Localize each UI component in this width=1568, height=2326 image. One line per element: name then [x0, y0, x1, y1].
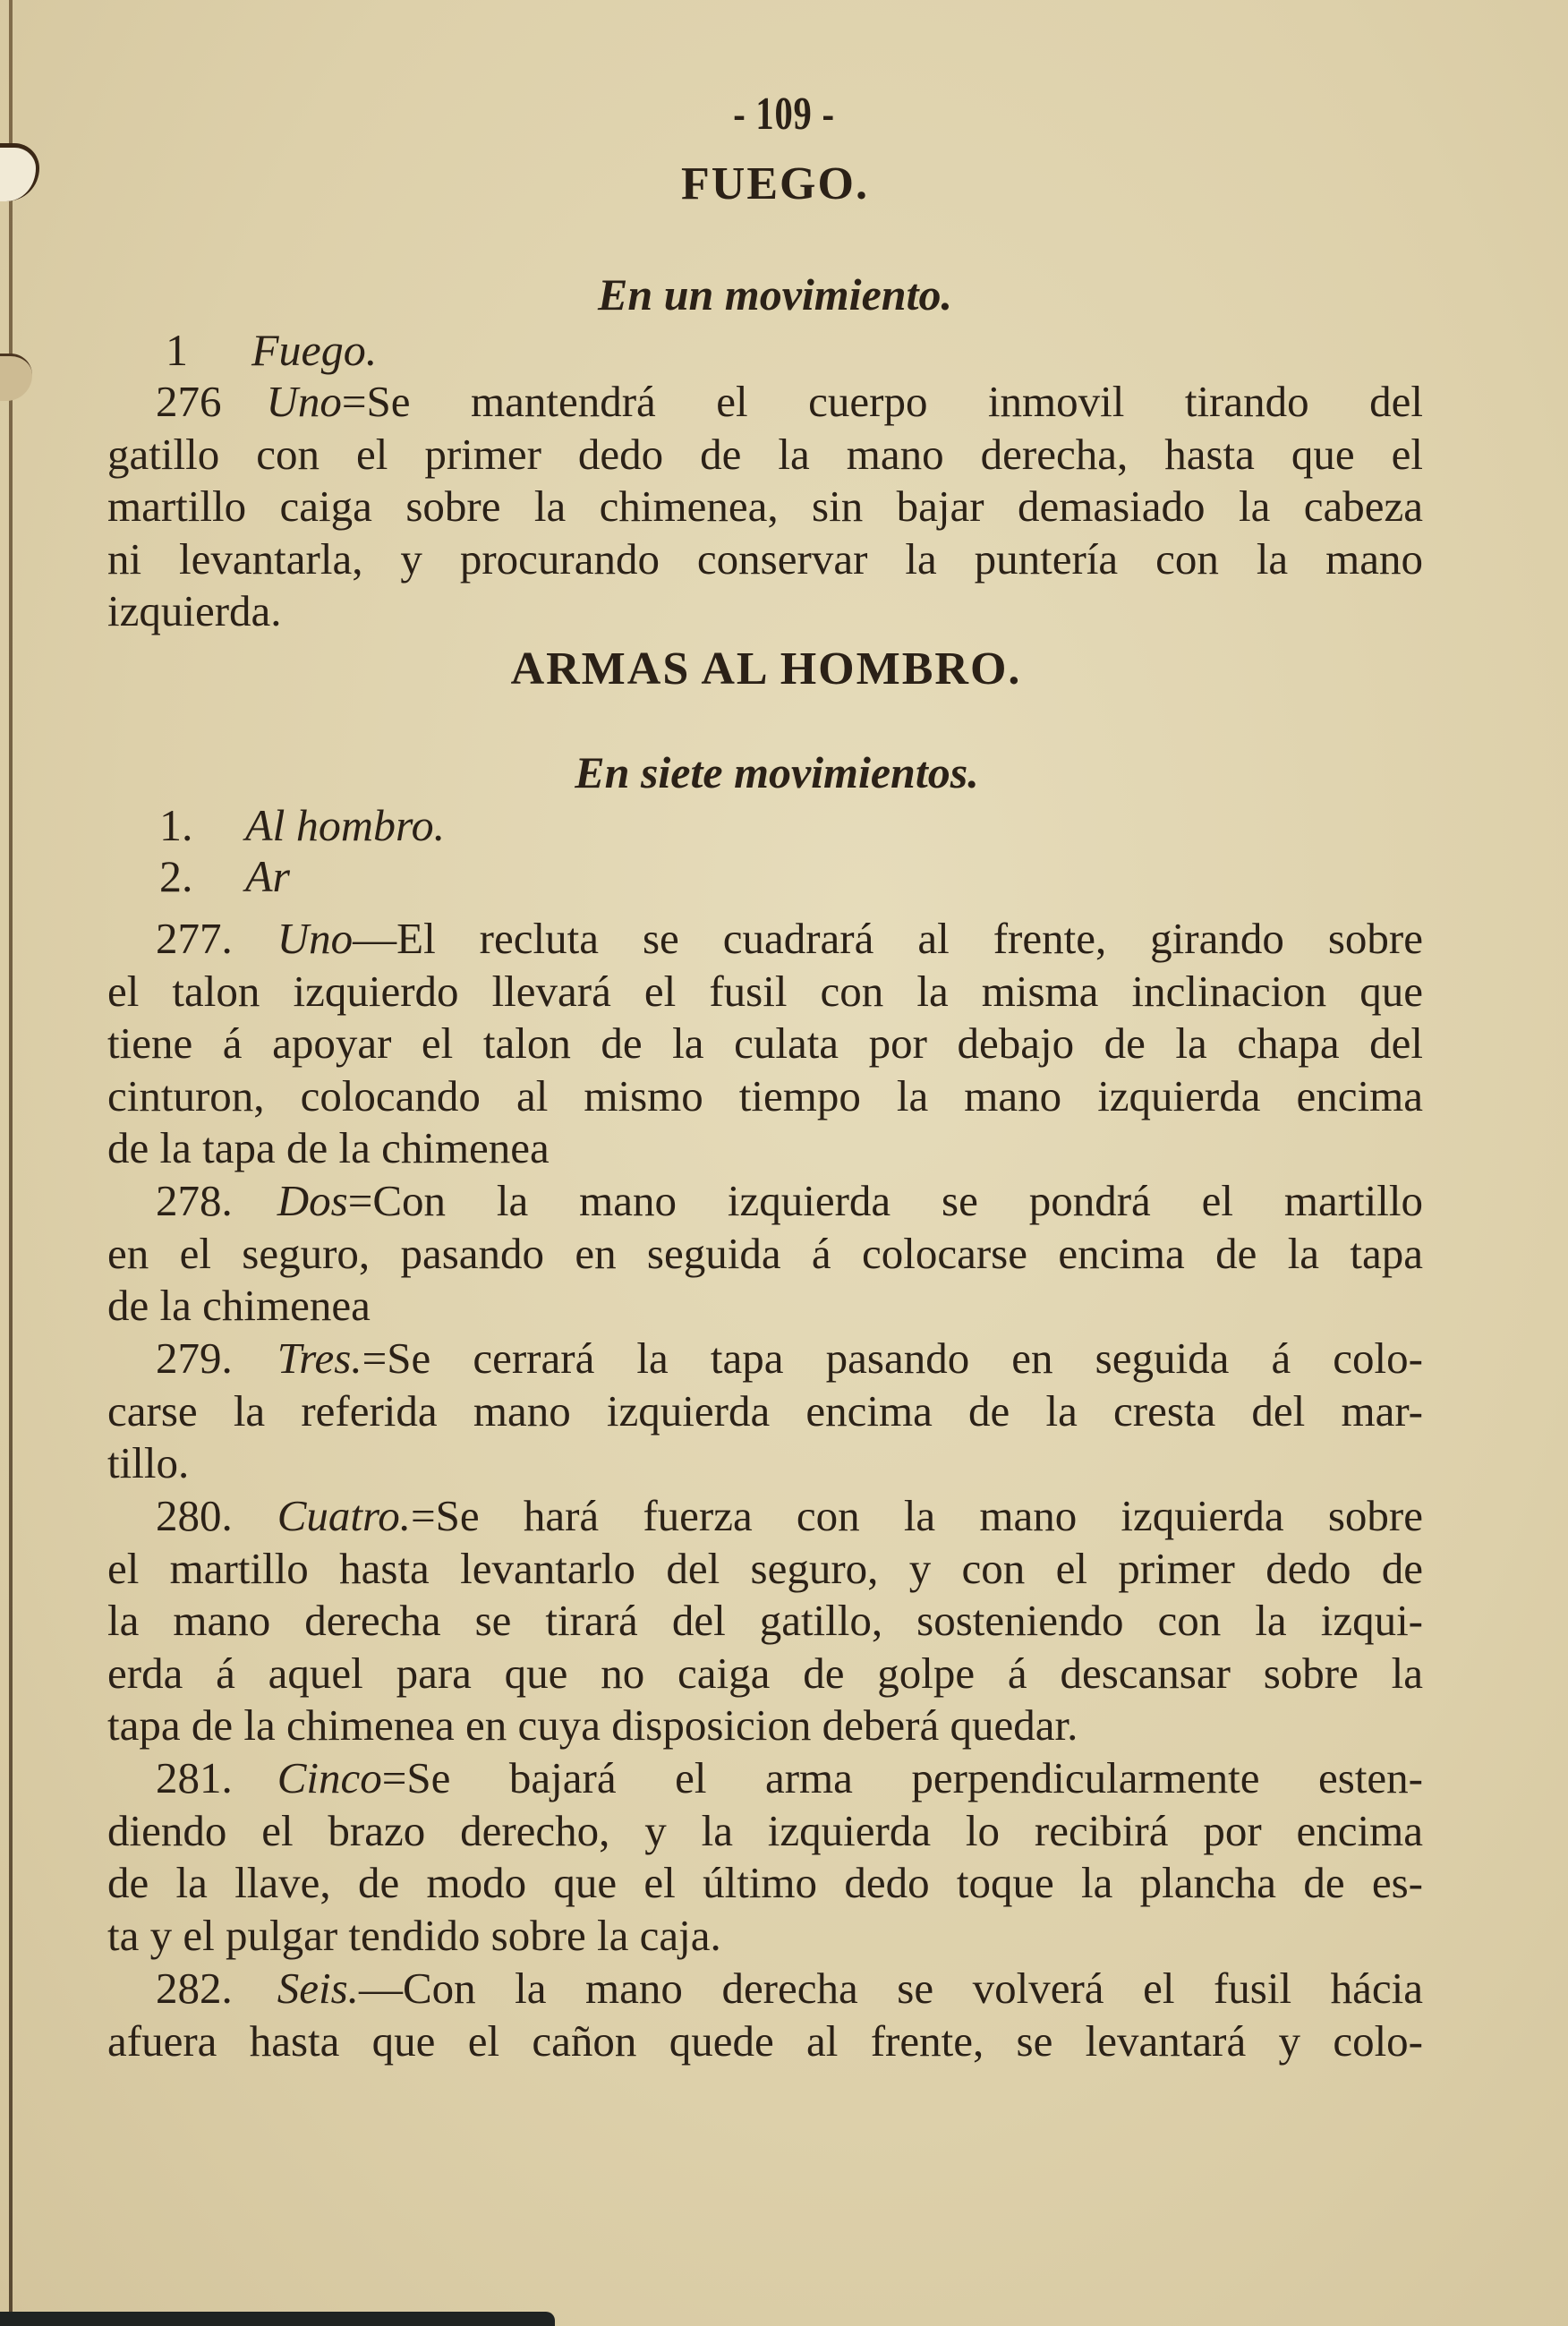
paragraph-line: martillo caiga sobre la chimenea, sin bajar demasiado la cabeza: [107, 481, 1423, 532]
paragraph-keyword: Cinco: [277, 1753, 382, 1802]
paragraph-line: de la llave, de modo que el último dedo toque la plancha de es-: [107, 1858, 1423, 1908]
paragraph-line: =Se bajará el arma perpendicularmente esten-: [381, 1753, 1423, 1802]
paragraph-line: izquierda.: [107, 586, 282, 636]
paragraph-280: [107, 1490, 1423, 1752]
paragraph-keyword: Uno: [277, 914, 354, 963]
paragraph-number: 279.: [156, 1333, 233, 1383]
paragraph-line: —El recluta se cuadrará al frente, girando sobre: [353, 914, 1423, 963]
paragraph-keyword: Uno: [266, 377, 342, 426]
paragraph-277: [107, 913, 1423, 1175]
paragraph-line: cinturon, colocando al mismo tiempo la mano izquierda encima: [107, 1070, 1423, 1120]
paragraph-line: gatillo con el primer dedo de la mano derecha, hasta que el: [107, 429, 1423, 479]
command-number: 2.: [159, 851, 193, 901]
paragraph-line: ta y el pulgar tendido sobre la caja.: [107, 1910, 721, 1960]
paragraph-keyword: Seis.: [277, 1964, 359, 2013]
paragraph-keyword: Cuatro.: [277, 1491, 412, 1540]
paragraph-number: 281.: [156, 1753, 233, 1802]
command-number: 1: [166, 325, 188, 375]
paragraph-number: 278.: [156, 1176, 233, 1225]
command-line: [166, 324, 377, 376]
paragraph-line: el martillo hasta levantarlo del seguro, y con el primer dedo de: [107, 1543, 1423, 1593]
paragraph-line: el talon izquierdo llevará el fusil con la misma inclinacion que: [107, 966, 1423, 1016]
paragraph-line: de la tapa de la chimenea: [107, 1123, 550, 1173]
section-subtitle: En siete movimientos.: [575, 747, 979, 797]
paragraph-line: afuera hasta que el cañon quede al frente, se levantará y colo-: [107, 2015, 1423, 2066]
paragraph-281: [107, 1752, 1423, 1962]
command-line: [159, 799, 445, 851]
command-word: Al hombro.: [245, 800, 446, 850]
paragraph-line: erda á aquel para que no caiga de golpe á descansar sobre la: [107, 1648, 1423, 1698]
paragraph-line: ni levantarla, y procurando conservar la puntería con la mano: [107, 533, 1423, 584]
paragraph-keyword: Tres.: [277, 1333, 362, 1383]
paragraph-line: =Se hará fuerza con la mano izquierda sobre: [411, 1491, 1423, 1540]
section-title: ARMAS AL HOMBRO.: [510, 643, 1022, 694]
paragraph-line: la mano derecha se tirará del gatillo, sosteniendo con la izqui-: [107, 1596, 1423, 1646]
paragraph-number: 282.: [156, 1964, 233, 2013]
command-word: Fuego.: [251, 325, 378, 375]
paragraph-line: carse la referida mano izquierda encima de la cresta del mar-: [107, 1385, 1423, 1436]
paragraph-line: =Se mantendrá el cuerpo inmovil tirando del: [341, 377, 1423, 426]
section-subtitle: En un movimiento.: [598, 269, 952, 320]
paragraph-line: tillo.: [107, 1438, 190, 1488]
command-line: [159, 850, 290, 902]
paragraph-number: 276: [156, 377, 222, 426]
page-tear-mark: [0, 354, 32, 401]
paragraph-line: =Con la mano izquierda se pondrá el martillo: [347, 1176, 1423, 1225]
paragraph-keyword: Dos: [277, 1176, 348, 1225]
paragraph-number: 280.: [156, 1491, 233, 1540]
page-number: - 109 -: [733, 89, 835, 140]
paragraph-276: [107, 376, 1423, 638]
command-word: Ar: [245, 851, 290, 901]
paragraph-278: [107, 1175, 1423, 1333]
paragraph-number: 277.: [156, 914, 233, 963]
paragraph-279: [107, 1333, 1423, 1490]
paragraph-line: tapa de la chimenea en cuya disposicion deberá quedar.: [107, 1700, 1078, 1751]
paragraph-line: tiene á apoyar el talon de la culata por debajo de la chapa del: [107, 1018, 1423, 1069]
paragraph-line: en el seguro, pasando en seguida á colocarse encima de la tapa: [107, 1228, 1423, 1278]
paragraph-line: =Se cerrará la tapa pasando en seguida á colo-: [362, 1333, 1423, 1383]
paragraph-line: diendo el brazo derecho, y la izquierda lo recibirá por encima: [107, 1805, 1423, 1855]
command-number: 1.: [159, 800, 193, 850]
paragraph-282: [107, 1963, 1423, 2067]
section-title: FUEGO.: [681, 158, 869, 209]
paragraph-line: de la chimenea: [107, 1281, 371, 1331]
page-bottom-edge: [0, 2312, 555, 2326]
paragraph-line: —Con la mano derecha se volverá el fusil hácia: [358, 1964, 1423, 2013]
page-spine-edge: [9, 0, 13, 2326]
